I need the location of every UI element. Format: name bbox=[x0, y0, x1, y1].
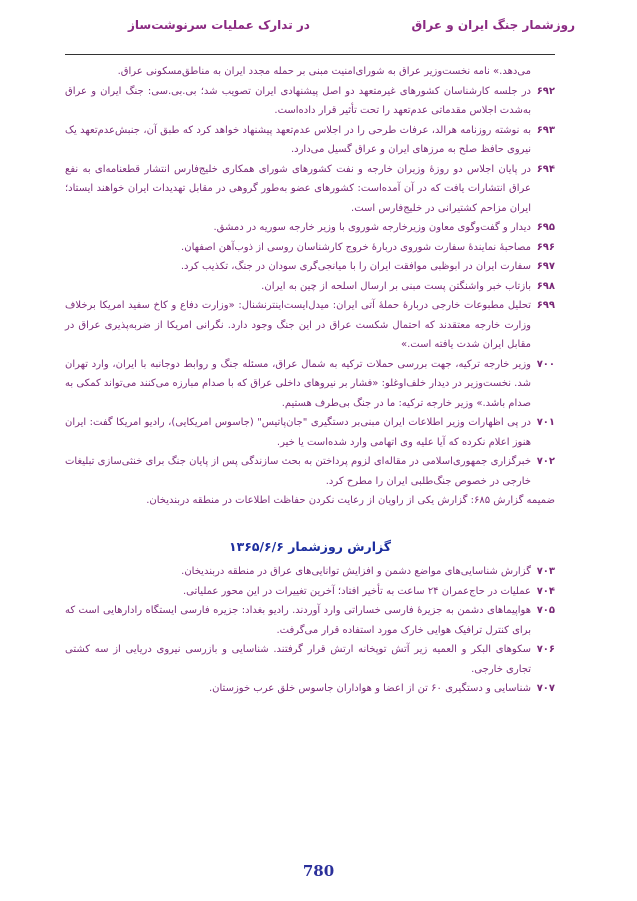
list-item bbox=[65, 582, 555, 602]
entry-number: ۶۹۹ bbox=[536, 300, 555, 311]
list-item bbox=[65, 296, 555, 355]
entry-text: سفارت ایران در ابوظبی موافقت ایران را با میانجی‌گری سودان در جنگ، تکذیب کرد. bbox=[180, 261, 531, 272]
entry-number: ۷۰۵ bbox=[536, 605, 555, 616]
entry-text: دیدار و گفت‌وگوی معاون وزیرخارجه شوروی با وزیر خارجه سوریه در دمشق. bbox=[213, 222, 531, 233]
entry-text: وزیر خارجه ترکیه، جهت بررسی حملات ترکیه به شمال عراق، مسئله جنگ و روابط دوجانبه با ایران، وارد تهران شد. نخست‌وزیر در دیدار خلف‌اوغلو: «فشار بر نیروهای داخلی عراق که با صدام مبارزه می‌کنند می‌تواند کمکی به صدام باشد.» وزیر خارجه ترکیه: ما در جنگ بی‌طرف هستیم. bbox=[65, 358, 531, 409]
entry-number: ۶۹۸ bbox=[536, 280, 555, 292]
list-item bbox=[65, 160, 555, 219]
entry-number: ۷۰۲ bbox=[536, 456, 555, 467]
entry-number: ۶۹۲ bbox=[536, 85, 555, 97]
list-item bbox=[65, 640, 555, 679]
list-item bbox=[65, 601, 555, 640]
entry-text: خبرگزاری جمهوری‌اسلامی در مقاله‌ای لزوم پرداختن به بحث سازندگی پس از پایان جنگ برای خنثی‌سازی تبلیغات خارجی در خصوص جنگ‌طلبی ایران را مطرح کرد. bbox=[65, 456, 531, 487]
list-item bbox=[65, 121, 555, 160]
list-item bbox=[65, 218, 555, 238]
entries-list-b bbox=[65, 562, 555, 699]
entry-text: مصاحبهٔ نمایندهٔ سفارت شوروی دربارهٔ خروج کارشناسان روسی از ذوب‌آهن اصفهان. bbox=[181, 241, 531, 253]
entry-number: ۷۰۳ bbox=[536, 566, 555, 577]
list-item bbox=[65, 355, 555, 414]
entry-text: در جلسه کارشناسان کشورهای غیرمتعهد دو اصل پیشنهادی ایران تصویب شد؛ بی.بی.سی: جنگ ایران و عراق به‌شدت اجلاس مقدماتی عدم‌تعهد را تحت تأثیر قرار داده‌است. bbox=[65, 85, 531, 116]
entry-text: گزارش شناسایی‌های مواضع دشمن و افزایش توانایی‌های عراق در منطقه دربندیخان. bbox=[181, 566, 531, 577]
page-number: 780 bbox=[302, 862, 335, 880]
entry-number: ۷۰۶ bbox=[536, 644, 555, 655]
entry-number: ۶۹۶ bbox=[536, 241, 555, 253]
list-item bbox=[65, 238, 555, 258]
header-rule bbox=[65, 54, 555, 55]
entry-text: تحلیل مطبوعات خارجی دربارهٔ حملهٔ آتی ایران: میدل‌ایست‌اینترنشنال: «وزارت دفاع و کاخ سفید امریکا برخلاف وزارت خارجه معتقدند که احتمال شکست عراق در این جنگ وجود دارد. نگرانی امریکا از ضربه‌پذیری عراق در مقابل ایران شدت یافته است.» bbox=[65, 300, 531, 350]
entry-number: ۷۰۷ bbox=[536, 683, 555, 694]
entry-number: ۶۹۳ bbox=[536, 124, 555, 136]
list-item bbox=[65, 257, 555, 277]
entries-list-a bbox=[65, 82, 555, 492]
list-item bbox=[65, 413, 555, 452]
entry-number: ۷۰۱ bbox=[536, 417, 555, 428]
entry-text: در پی اظهارات وزیر اطلاعات ایران مبنی‌بر دستگیری "جان‌پاتیس" (جاسوس امریکایی)، رادیو امریکا گفت: ایران هنوز اعلام نکرده که آیا علیه وی اتهامی وارد شده‌است یا خیر. bbox=[65, 417, 531, 448]
entry-number: ۷۰۴ bbox=[536, 585, 555, 597]
running-header-title: روزشمار جنگ ایران و عراق bbox=[411, 18, 575, 32]
entry-text: به نوشته روزنامه هرالد، عرفات طرحی را در اجلاس عدم‌تعهد پیشنهاد خواهد کرد که طبق آن، جنبش‌عدم‌تعهد یک نیروی حافظ صلح به مرزهای ایران و عراق گسیل می‌دارد. bbox=[65, 124, 531, 155]
entry-number: ۶۹۷ bbox=[536, 261, 555, 272]
page-body bbox=[65, 62, 555, 699]
list-item bbox=[65, 82, 555, 121]
list-item bbox=[65, 452, 555, 491]
entry-number: ۶۹۵ bbox=[536, 222, 555, 233]
entry-number: ۶۹۴ bbox=[536, 163, 555, 175]
entry-text: عملیات در حاج‌عمران ۲۴ ساعت به تأخیر افتاد؛ آخرین تغییرات در این محور عملیاتی. bbox=[182, 585, 531, 597]
entry-text: بازتاب خبر واشنگتن پست مبنی بر ارسال اسلحه از چین به ایران. bbox=[261, 280, 531, 292]
entry-text: در پایان اجلاس دو روزهٔ وزیران خارجه و نفت کشورهای شورای همکاری خلیج‌فارس انتشار قطعنامه‌ای به نفع عراق انتشارات یافت که در آن آمده‌است: کشورهای عضو به‌طور گروهی در مقابل تهدیدات ایران خواهند ایستاد؛ ایران مزاحم کشتیرانی در خلیج‌فارس است. bbox=[65, 163, 531, 214]
entry-text: شناسایی و دستگیری ۶۰ تن از اعضا و هواداران جاسوس خلق عرب خوزستان. bbox=[208, 683, 531, 694]
entry-text: هواپیماهای دشمن به جزیرهٔ فارسی خساراتی وارد آوردند. رادیو بغداد: جزیره فارسی ایستگاه رادارهایی است که برای کنترل ترافیک هوایی خارک مورد استفاده قرار می‌گرفت. bbox=[65, 605, 531, 636]
section-title: گزارش روزشمار ۱۳۶۵/۶/۶ bbox=[228, 538, 392, 554]
list-item bbox=[65, 679, 555, 699]
entry-text: سکوهای البکر و العمیه زیر آتش توپخانه ارتش قرار گرفتند. شناسایی و بازرسی نیروی دریایی از سه کشتی تجاری خارجی. bbox=[65, 644, 531, 675]
entry-number: ۷۰۰ bbox=[536, 358, 555, 370]
list-item bbox=[65, 562, 555, 582]
continuation-paragraph: می‌دهد.» نامه نخست‌وزیر عراق به شورای‌امنیت مبنی بر حمله مجدد ایران به مناطق‌مسکونی عراق. bbox=[117, 66, 531, 77]
appendix-note: ضمیمه گزارش ۶۸۵: گزارش یکی از راویان از رعایت نکردن حفاظت اطلاعات در منطقه دربندیخان. bbox=[146, 495, 555, 506]
running-header-chapter: در تدارک عملیات سرنوشت‌ساز bbox=[128, 18, 310, 32]
list-item bbox=[65, 277, 555, 297]
